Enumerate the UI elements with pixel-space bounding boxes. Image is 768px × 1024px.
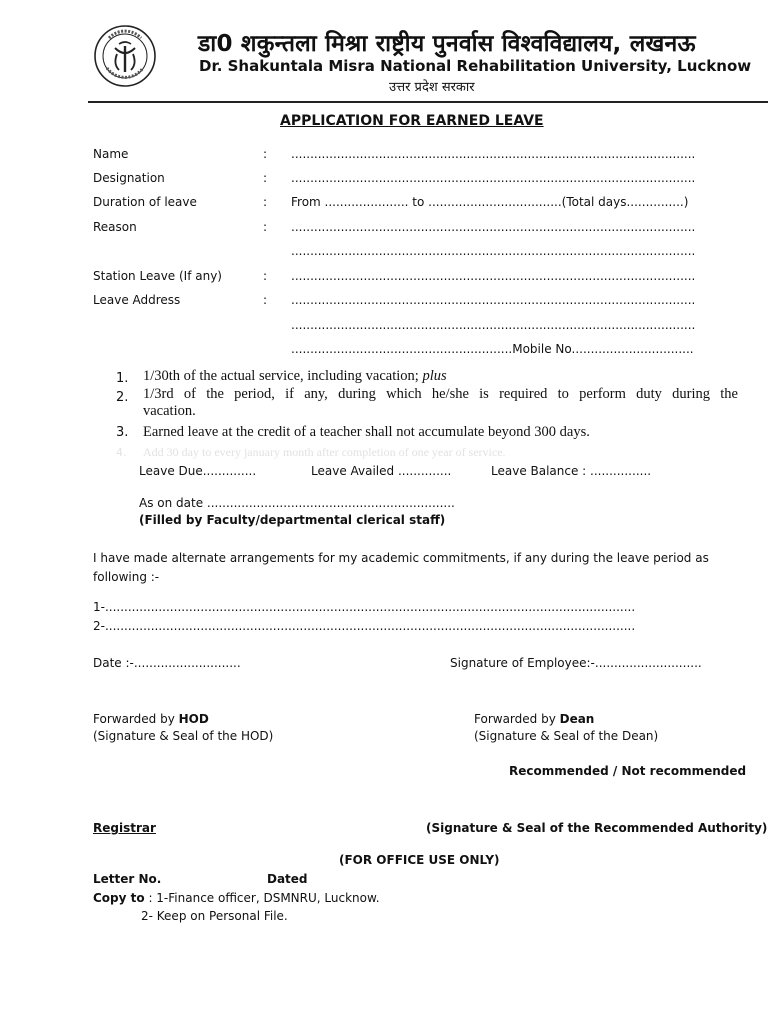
leave-address-mobile[interactable]: ..........................................................Mobile No................................ [291, 342, 694, 356]
rule-number: 4. [116, 446, 127, 459]
government-subtitle: उत्तर प्रदेश सरकार [389, 80, 475, 95]
rule-2-line-1: 1/3rd of the period, if any, during which he/she is required to perform duty during the [143, 386, 738, 402]
recommendation-status: Recommended / Not recommended [509, 764, 747, 778]
copy-to-line-1: Copy to : 1-Finance officer, DSMNRU, Lucknow. [93, 891, 380, 905]
authority-signature-seal: (Signature & Seal of the Recommended Authority) [426, 821, 768, 835]
duration-field[interactable]: From ...................... to ...................................(Total days...............) [291, 195, 689, 209]
rule-3: Earned leave at the credit of a teacher shall not accumulate beyond 300 days. [143, 424, 590, 440]
reason-label: Reason [93, 220, 137, 234]
arrangement-statement-cont: following :- [93, 570, 160, 584]
colon: : [263, 220, 268, 234]
arrangement-item-1[interactable]: 1-........................................................................................................................................... [93, 600, 636, 614]
arrangement-item-2[interactable]: 2-........................................................................................................................................... [93, 619, 636, 633]
colon: : [263, 293, 268, 307]
rule-number: 1. [116, 371, 129, 386]
rule-number: 2. [116, 390, 129, 405]
leave-address-line-2[interactable]: .......................................................................................................... [291, 318, 696, 332]
office-use-title: (FOR OFFICE USE ONLY) [339, 853, 500, 867]
rule-number: 3. [116, 425, 129, 440]
name-field[interactable]: .......................................................................................................... [291, 147, 696, 161]
university-name-english: Dr. Shakuntala Misra National Rehabilitation University, Lucknow [199, 57, 752, 75]
employee-signature-field[interactable]: Signature of Employee:-............................ [450, 656, 702, 670]
colon: : [263, 171, 268, 185]
name-label: Name [93, 147, 129, 161]
leave-due-field[interactable]: Leave Due.............. [139, 464, 257, 478]
duration-label: Duration of leave [93, 195, 197, 209]
designation-field[interactable]: .......................................................................................................... [291, 171, 696, 185]
colon: : [263, 269, 268, 283]
date-field[interactable]: Date :-............................ [93, 656, 241, 670]
form-title: APPLICATION FOR EARNED LEAVE [280, 113, 544, 129]
reason-field-line-2[interactable]: .......................................................................................................... [291, 244, 696, 258]
letter-no-label: Letter No. [93, 872, 162, 886]
rule-4-faded: Add 30 day to every january month after completion of one year of service. [143, 445, 506, 459]
emblem-logo [93, 24, 157, 88]
forwarded-by-hod: Forwarded by HOD [93, 712, 209, 726]
leave-address-line-1[interactable]: .......................................................................................................... [291, 293, 696, 307]
copy-to-line-2: 2- Keep on Personal File. [141, 909, 288, 923]
hod-signature-seal: (Signature & Seal of the HOD) [93, 729, 274, 743]
dean-signature-seal: (Signature & Seal of the Dean) [474, 729, 659, 743]
header-divider [88, 101, 768, 103]
rule-2-line-2: vacation. [143, 403, 196, 419]
station-leave-label: Station Leave (If any) [93, 269, 222, 283]
arrangement-statement: I have made alternate arrangements for my academic commitments, if any during the leave period as [93, 551, 709, 565]
dated-label: Dated [267, 872, 308, 886]
as-on-date-field[interactable]: As on date ................................................................. [139, 496, 455, 510]
station-leave-field[interactable]: .......................................................................................................... [291, 269, 696, 283]
university-name-hindi: डा0 शकुन्तला मिश्रा राष्ट्रीय पुनर्वास विश्वविद्यालय, लखनऊ [198, 31, 696, 57]
colon: : [263, 195, 268, 209]
leave-address-label: Leave Address [93, 293, 181, 307]
designation-label: Designation [93, 171, 165, 185]
leave-availed-field[interactable]: Leave Availed .............. [311, 464, 452, 478]
leave-balance-field[interactable]: Leave Balance : ................ [491, 464, 652, 478]
reason-field-line-1[interactable]: .......................................................................................................... [291, 220, 696, 234]
colon: : [263, 147, 268, 161]
filled-by-note: (Filled by Faculty/departmental clerical staff) [139, 513, 446, 527]
rule-1: 1/30th of the actual service, including vacation; plus [143, 368, 447, 384]
registrar-label: Registrar [93, 821, 156, 835]
forwarded-by-dean: Forwarded by Dean [474, 712, 595, 726]
